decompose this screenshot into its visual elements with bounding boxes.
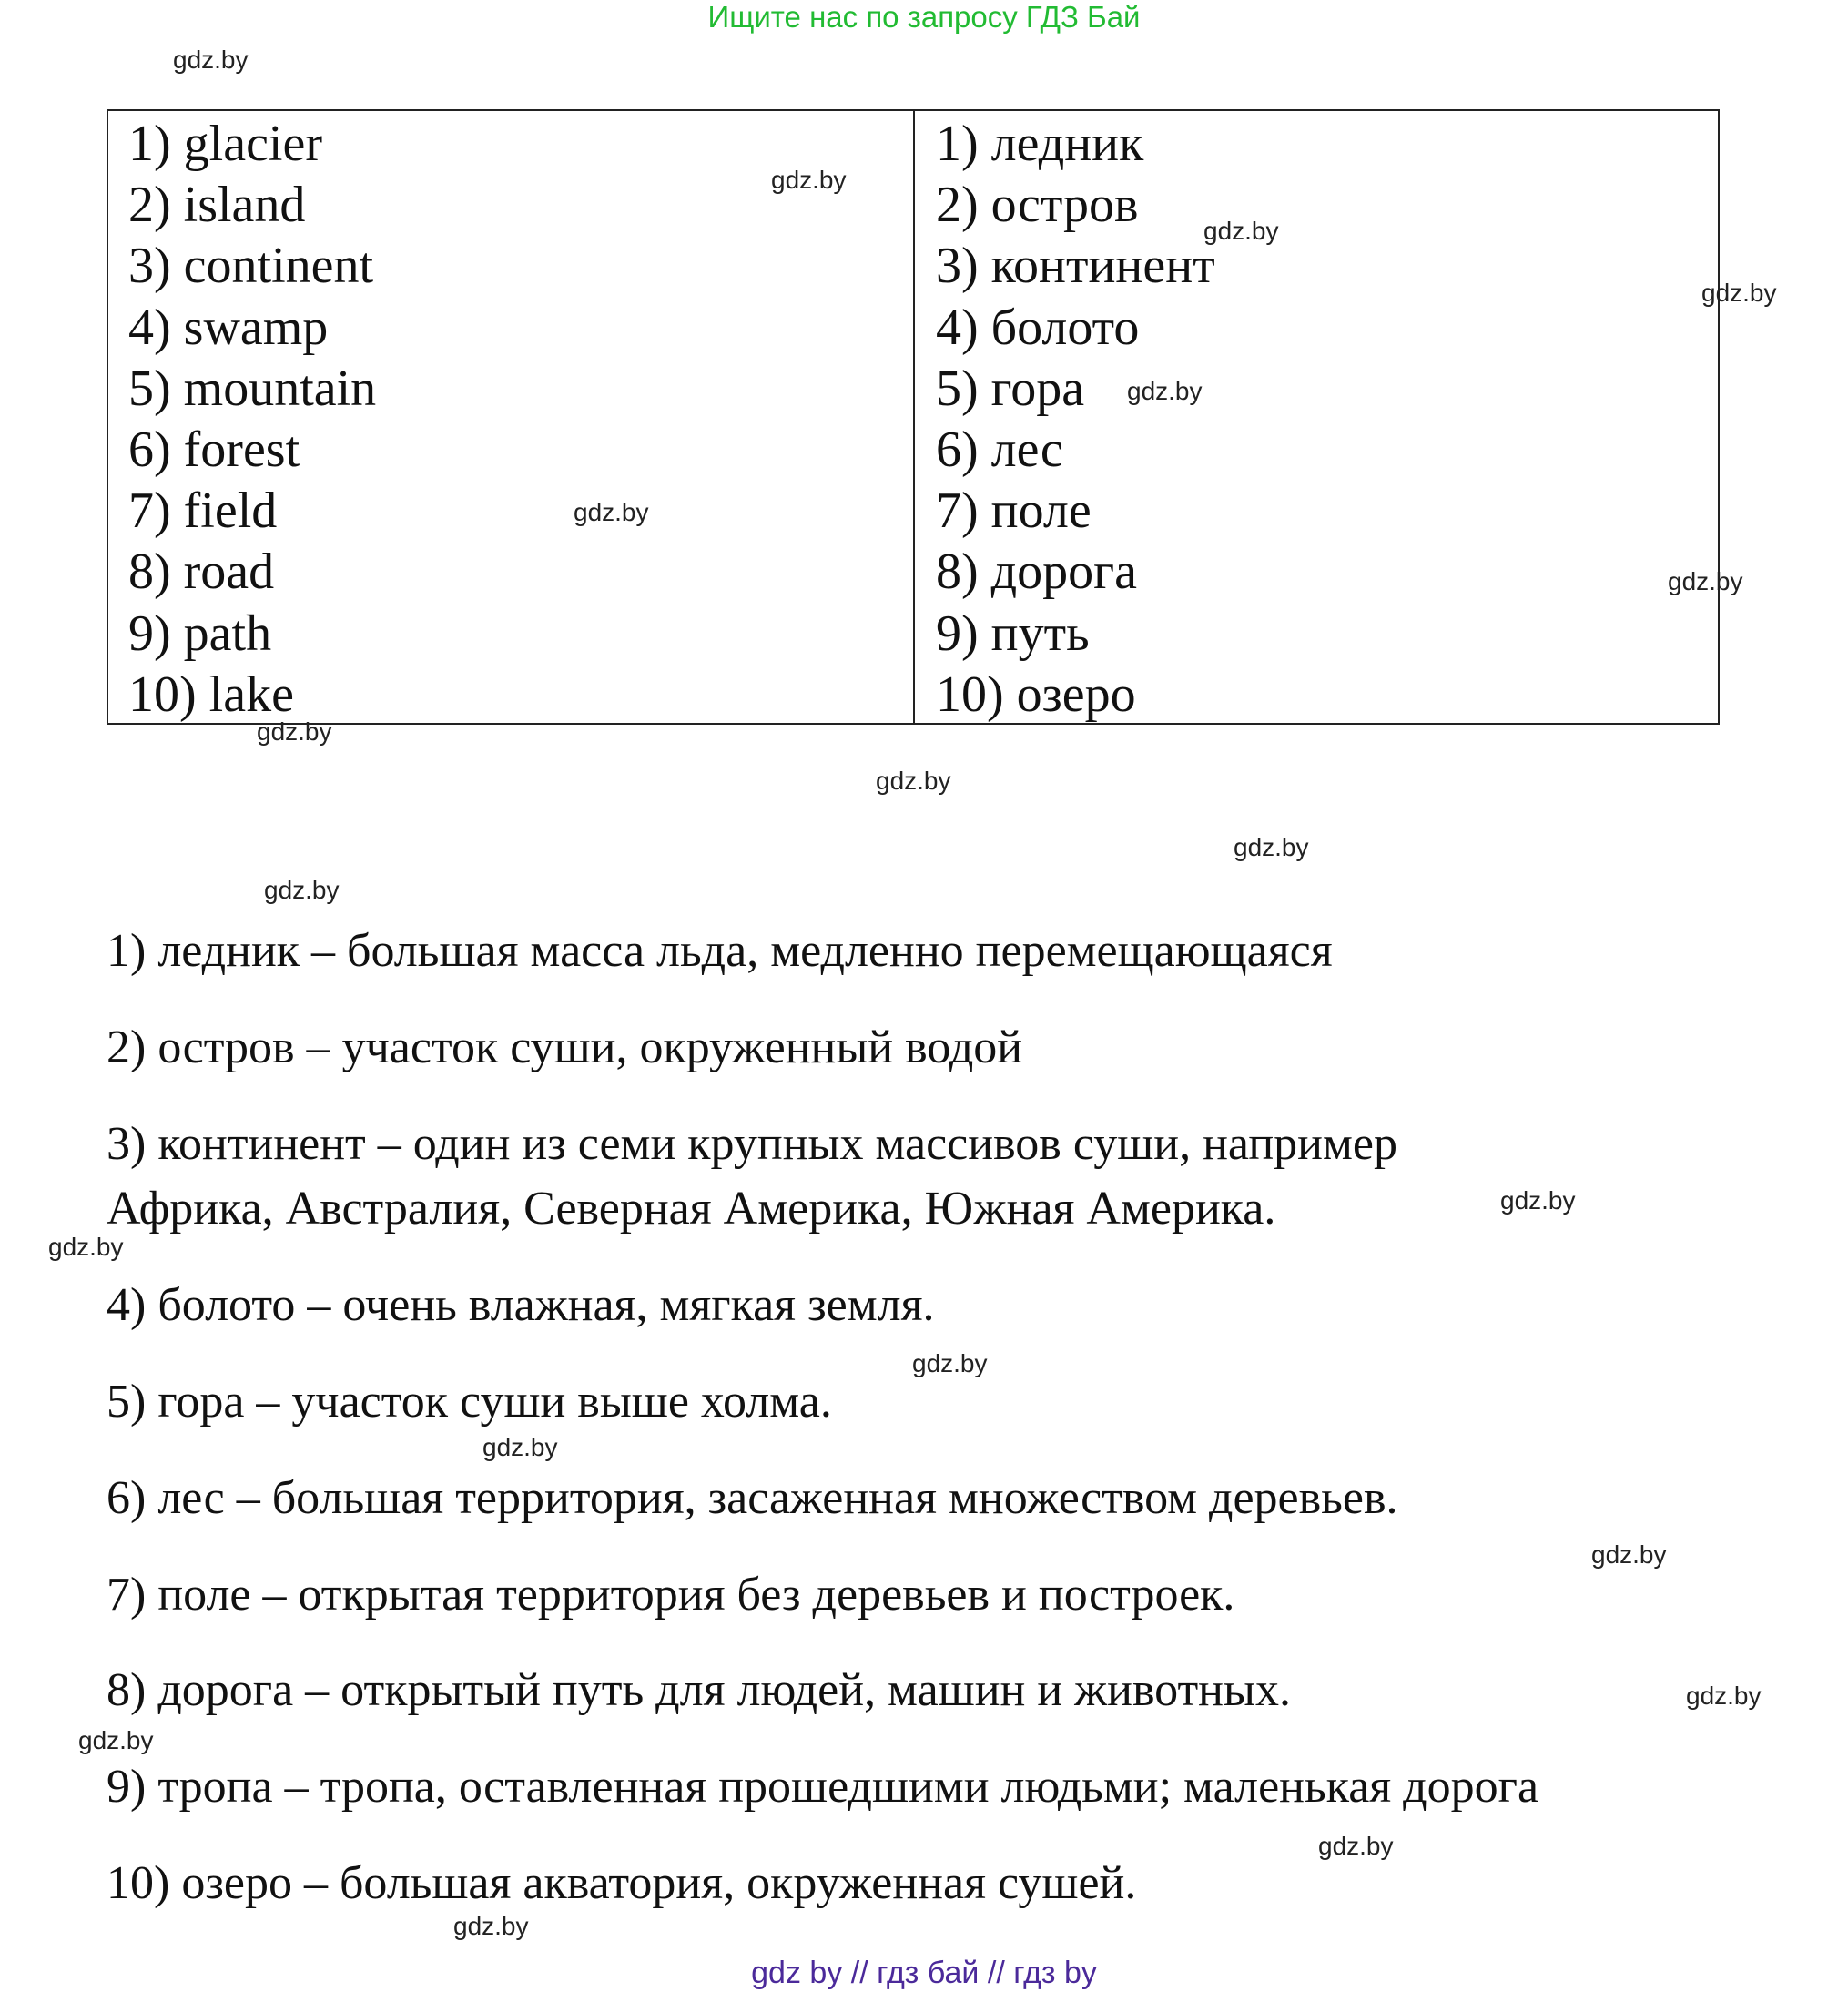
definition-line: 9) тропа – тропа, оставленная прошедшими людьми; маленькая дорога: [107, 1761, 1539, 1813]
russian-word: 6) лес: [936, 421, 1063, 478]
definition-line: 1) ледник – большая масса льда, медленно перемещающаяся: [107, 925, 1333, 977]
watermark: gdz.by: [771, 166, 847, 194]
watermark: gdz.by: [1234, 833, 1309, 861]
russian-word: 1) ледник: [936, 116, 1144, 172]
watermark: gdz.by: [264, 876, 340, 904]
watermark: gdz.by: [1318, 1832, 1394, 1860]
english-word: 4) swamp: [128, 299, 329, 356]
watermark: gdz.by: [48, 1233, 124, 1261]
header-banner: Ищите нас по запросу ГДЗ Бай: [707, 0, 1141, 34]
watermark: gdz.by: [453, 1912, 529, 1940]
definition-line: 6) лес – большая территория, засаженная множеством деревьев.: [107, 1472, 1398, 1524]
english-column: [128, 114, 376, 726]
english-word: 5) mountain: [128, 360, 377, 417]
russian-word: 7) поле: [936, 483, 1092, 540]
watermark: gdz.by: [876, 767, 951, 795]
english-word: 6) forest: [128, 421, 300, 478]
english-word: 7) field: [128, 483, 278, 540]
definition-line: 5) гора – участок суши выше холма.: [107, 1376, 832, 1428]
watermark: gdz.by: [78, 1726, 154, 1754]
watermark: gdz.by: [912, 1349, 988, 1377]
definition-line: 4) болото – очень влажная, мягкая земля.: [107, 1279, 935, 1331]
english-word: 1) glacier: [128, 116, 322, 172]
footer-links[interactable]: gdz by // гдз бай // гдз by: [751, 1956, 1097, 1990]
russian-column: [936, 114, 1215, 726]
definition-line: 10) озеро – большая акватория, окруженная сушей.: [107, 1857, 1137, 1909]
english-word: 9) path: [128, 605, 272, 662]
english-word: 2) island: [128, 177, 306, 234]
vocabulary-table: [107, 109, 1720, 725]
watermark: gdz.by: [1686, 1682, 1762, 1710]
english-word: 10) lake: [128, 666, 294, 723]
watermark: gdz.by: [1591, 1540, 1667, 1569]
definition-line: 3) континент – один из семи крупных массивов суши, например: [107, 1118, 1397, 1170]
watermark: gdz.by: [257, 717, 332, 746]
russian-word: 4) болото: [936, 299, 1140, 356]
watermark: gdz.by: [173, 46, 249, 74]
watermark: gdz.by: [1127, 377, 1203, 405]
definition-line: 2) остров – участок суши, окруженный водой: [107, 1021, 1023, 1073]
watermark: gdz.by: [482, 1433, 558, 1461]
russian-word: 2) остров: [936, 177, 1139, 234]
definition-line: Африка, Австралия, Северная Америка, Южная Америка.: [107, 1183, 1276, 1235]
russian-word: 3) континент: [936, 238, 1215, 295]
watermark: gdz.by: [574, 498, 649, 526]
english-word: 8) road: [128, 544, 275, 601]
definition-line: 8) дорога – открытый путь для людей, машин и животных.: [107, 1664, 1291, 1716]
watermark: gdz.by: [1500, 1186, 1576, 1215]
russian-word: 10) озеро: [936, 666, 1136, 723]
definition-line: 7) поле – открытая территория без деревьев и построек.: [107, 1569, 1235, 1621]
russian-word: 5) гора: [936, 360, 1085, 417]
watermark: gdz.by: [1203, 217, 1279, 245]
watermark: gdz.by: [1701, 279, 1777, 307]
watermark: gdz.by: [1668, 567, 1743, 595]
column-divider: [913, 111, 915, 723]
russian-word: 8) дорога: [936, 544, 1137, 601]
russian-word: 9) путь: [936, 605, 1090, 662]
english-word: 3) continent: [128, 238, 374, 295]
